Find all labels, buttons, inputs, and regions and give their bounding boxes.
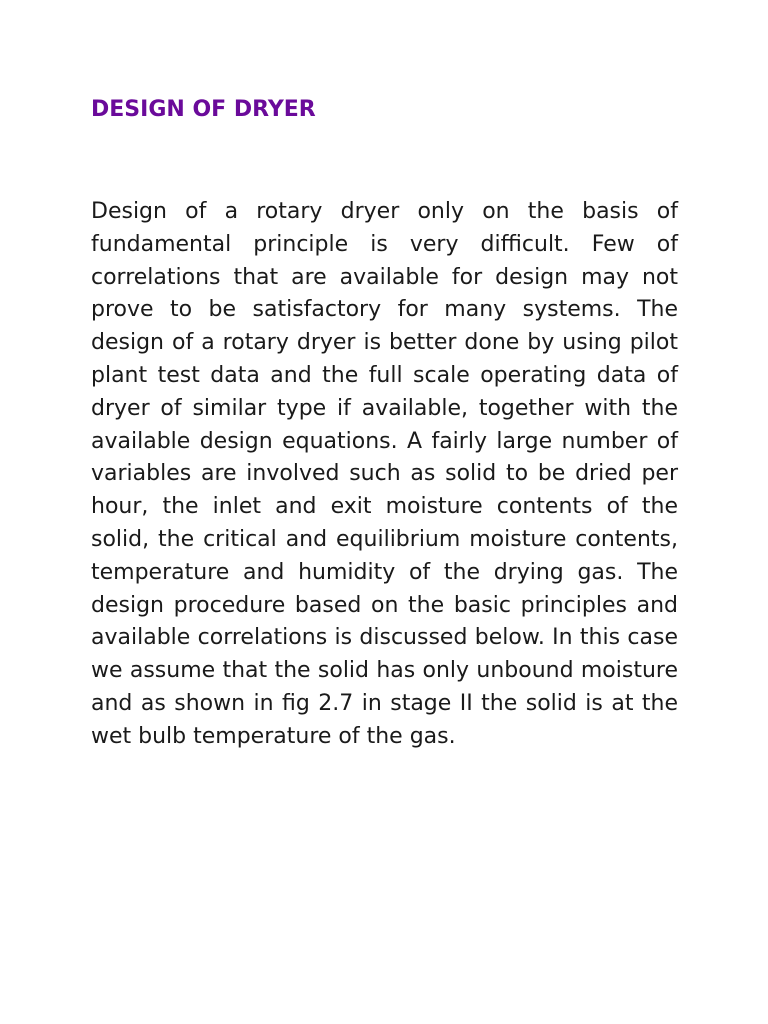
page-title: DESIGN OF DRYER [91, 97, 316, 122]
body-paragraph: Design of a rotary dryer only on the basis of fundamental principle is very difficult. Few of correlations that are available for design may not prove to be satisfactory for many systems. The design of a rotary dryer is better done by using pilot plant test data and the full scale operating data of dryer of similar type if available, together with the available design equations. A fairly large number of variables are involved such as solid to be dried per hour, the inlet and exit moisture contents of the solid, the critical and equilibrium moisture contents, temperature and humidity of the drying gas. The design procedure based on the basic principles and available correlations is discussed below. In this case we assume that the solid has only unbound moisture and as shown in fig 2.7 in stage II the solid is at the wet bulb temperature of the gas. [91, 199, 678, 749]
